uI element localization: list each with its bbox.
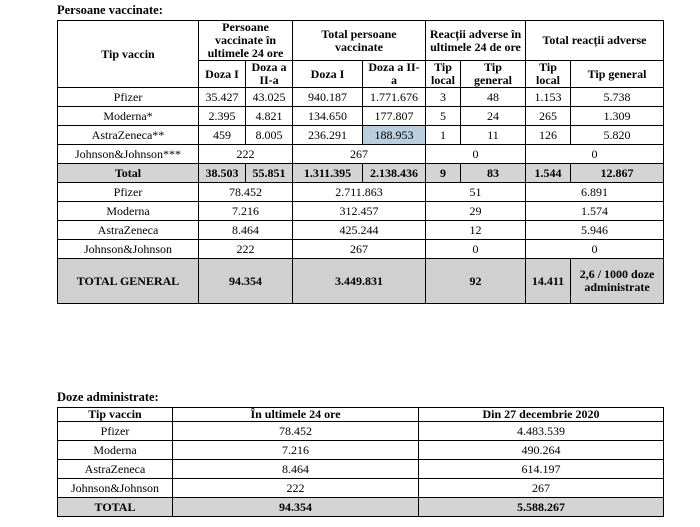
cell-last-24h: 8.464 <box>173 460 419 479</box>
row-label: AstraZeneca** <box>58 126 199 145</box>
cell-recent-doza1: 38.503 <box>199 164 246 183</box>
cell-adverse-recent-merged: 51 <box>426 183 526 202</box>
header-sub-doza-1: Doza I <box>199 61 246 88</box>
cell-since-date: 5.588.267 <box>419 498 664 517</box>
cell-grand-adverse-local: 14.411 <box>526 259 571 304</box>
table-row <box>58 240 664 259</box>
table-row <box>58 221 664 240</box>
cell-recent-merged: 222 <box>199 240 293 259</box>
cell-since-date: 614.197 <box>419 460 664 479</box>
row-label: Johnson&Johnson <box>58 240 199 259</box>
table-row <box>58 107 664 126</box>
table-header-group-row <box>58 21 664 61</box>
cell-adv-recent-general: 48 <box>461 88 526 107</box>
row-label: Pfizer <box>58 422 173 441</box>
row-label: Moderna* <box>58 107 199 126</box>
cell-last-24h: 94.354 <box>173 498 419 517</box>
row-label: TOTAL GENERAL <box>58 259 199 304</box>
cell-adverse-total-merged: 5.946 <box>526 221 664 240</box>
cell-total-doza1: 236.291 <box>293 126 363 145</box>
table-row <box>58 183 664 202</box>
table-row-total <box>58 498 664 517</box>
cell-total-doza2: 2.138.436 <box>363 164 426 183</box>
cell-adverse-recent-merged: 0 <box>426 240 526 259</box>
cell-adv-total-local: 1.153 <box>526 88 571 107</box>
cell-total-doza2: 1.771.676 <box>363 88 426 107</box>
cell-adv-total-general: 1.309 <box>571 107 664 126</box>
cell-total-merged: 267 <box>293 145 426 164</box>
cell-recent-merged: 7.216 <box>199 202 293 221</box>
cell-adverse-total-merged: 0 <box>526 145 664 164</box>
header-group-persoane-vaccinate-24h: Persoane vaccinate în ultimele 24 ore <box>199 21 293 61</box>
table-row <box>58 441 664 460</box>
cell-adverse-total-merged: 0 <box>526 240 664 259</box>
row-label: TOTAL <box>58 498 173 517</box>
header-in-ultimele-24-ore: În ultimele 24 ore <box>173 408 419 422</box>
cell-recent-doza1: 459 <box>199 126 246 145</box>
row-label: Pfizer <box>58 183 199 202</box>
cell-adv-total-general: 12.867 <box>571 164 664 183</box>
row-label: Moderna <box>58 441 173 460</box>
table-header-row <box>58 408 664 422</box>
header-sub-tip-general: Tip general <box>461 61 526 88</box>
cell-adv-recent-local: 9 <box>426 164 461 183</box>
cell-total-doza2: 177.807 <box>363 107 426 126</box>
header-sub-doza-2-total: Doza a II-a <box>363 61 426 88</box>
cell-total-doza1: 1.311.395 <box>293 164 363 183</box>
table-persoane-vaccinate <box>57 20 664 304</box>
header-sub-tip-local-total: Tip local <box>526 61 571 88</box>
row-label: AstraZeneca <box>58 221 199 240</box>
cell-adverse-recent-merged: 12 <box>426 221 526 240</box>
cell-adverse-total-merged: 1.574 <box>526 202 664 221</box>
cell-grand-recent: 94.354 <box>199 259 293 304</box>
table-doze-administrate <box>57 407 664 517</box>
cell-adverse-recent-merged: 29 <box>426 202 526 221</box>
header-din-27-decembrie-2020: Din 27 decembrie 2020 <box>419 408 664 422</box>
table-row-grand-total <box>58 259 664 304</box>
cell-since-date: 267 <box>419 479 664 498</box>
cell-adverse-recent-merged: 0 <box>426 145 526 164</box>
table-row <box>58 422 664 441</box>
table-row-johnson <box>58 145 664 164</box>
header-sub-tip-general-total: Tip general <box>571 61 664 88</box>
cell-adv-total-local: 126 <box>526 126 571 145</box>
cell-adv-recent-local: 5 <box>426 107 461 126</box>
header-group-total-persoane-vaccinate: Total persoane vaccinate <box>293 21 426 61</box>
header-sub-tip-local: Tip local <box>426 61 461 88</box>
cell-recent-doza2: 4.821 <box>246 107 293 126</box>
cell-total-doza2-selected[interactable]: 188.953 <box>363 126 426 145</box>
cell-grand-adverse-recent: 92 <box>426 259 526 304</box>
header-sub-doza-1-total: Doza I <box>293 61 363 88</box>
cell-recent-doza2: 55.851 <box>246 164 293 183</box>
header-group-total-reactii-adverse: Total reacții adverse <box>526 21 664 61</box>
cell-since-date: 490.264 <box>419 441 664 460</box>
cell-recent-doza1: 35.427 <box>199 88 246 107</box>
table-row <box>58 479 664 498</box>
cell-total-merged: 312.457 <box>293 202 426 221</box>
table-row <box>58 460 664 479</box>
header-tip-vaccin: Tip vaccin <box>58 21 199 88</box>
cell-adv-total-local: 1.544 <box>526 164 571 183</box>
cell-recent-merged: 78.452 <box>199 183 293 202</box>
cell-recent-doza2: 43.025 <box>246 88 293 107</box>
cell-recent-merged: 222 <box>199 145 293 164</box>
cell-since-date: 4.483.539 <box>419 422 664 441</box>
cell-total-merged: 2.711.863 <box>293 183 426 202</box>
table-row <box>58 202 664 221</box>
cell-last-24h: 78.452 <box>173 422 419 441</box>
cell-recent-doza2: 8.005 <box>246 126 293 145</box>
cell-grand-adverse-general: 2,6 / 1000 doze administrate <box>571 259 664 304</box>
table-row-total <box>58 164 664 183</box>
cell-last-24h: 7.216 <box>173 441 419 460</box>
row-label: Total <box>58 164 199 183</box>
cell-adv-total-general: 5.820 <box>571 126 664 145</box>
cell-adv-recent-local: 1 <box>426 126 461 145</box>
cell-adv-recent-general: 83 <box>461 164 526 183</box>
row-label: Moderna <box>58 202 199 221</box>
table-row <box>58 126 664 145</box>
row-label: Pfizer <box>58 88 199 107</box>
cell-last-24h: 222 <box>173 479 419 498</box>
cell-adv-total-general: 5.738 <box>571 88 664 107</box>
header-tip-vaccin: Tip vaccin <box>58 408 173 422</box>
header-group-reactii-adverse-24h: Reacții adverse în ultimele 24 de ore <box>426 21 526 61</box>
table-row <box>58 88 664 107</box>
cell-total-merged: 267 <box>293 240 426 259</box>
cell-total-doza1: 134.650 <box>293 107 363 126</box>
cell-adv-recent-general: 11 <box>461 126 526 145</box>
header-sub-doza-2: Doza a II-a <box>246 61 293 88</box>
cell-total-merged: 425.244 <box>293 221 426 240</box>
row-label: AstraZeneca <box>58 460 173 479</box>
cell-adv-total-local: 265 <box>526 107 571 126</box>
section-title-persoane-vaccinate: Persoane vaccinate: <box>57 3 163 17</box>
cell-adv-recent-local: 3 <box>426 88 461 107</box>
row-label: Johnson&Johnson*** <box>58 145 199 164</box>
cell-grand-total: 3.449.831 <box>293 259 426 304</box>
cell-adv-recent-general: 24 <box>461 107 526 126</box>
row-label: Johnson&Johnson <box>58 479 173 498</box>
cell-recent-merged: 8.464 <box>199 221 293 240</box>
cell-recent-doza1: 2.395 <box>199 107 246 126</box>
section-title-doze-administrate: Doze administrate: <box>57 390 159 404</box>
cell-total-doza1: 940.187 <box>293 88 363 107</box>
cell-adverse-total-merged: 6.891 <box>526 183 664 202</box>
